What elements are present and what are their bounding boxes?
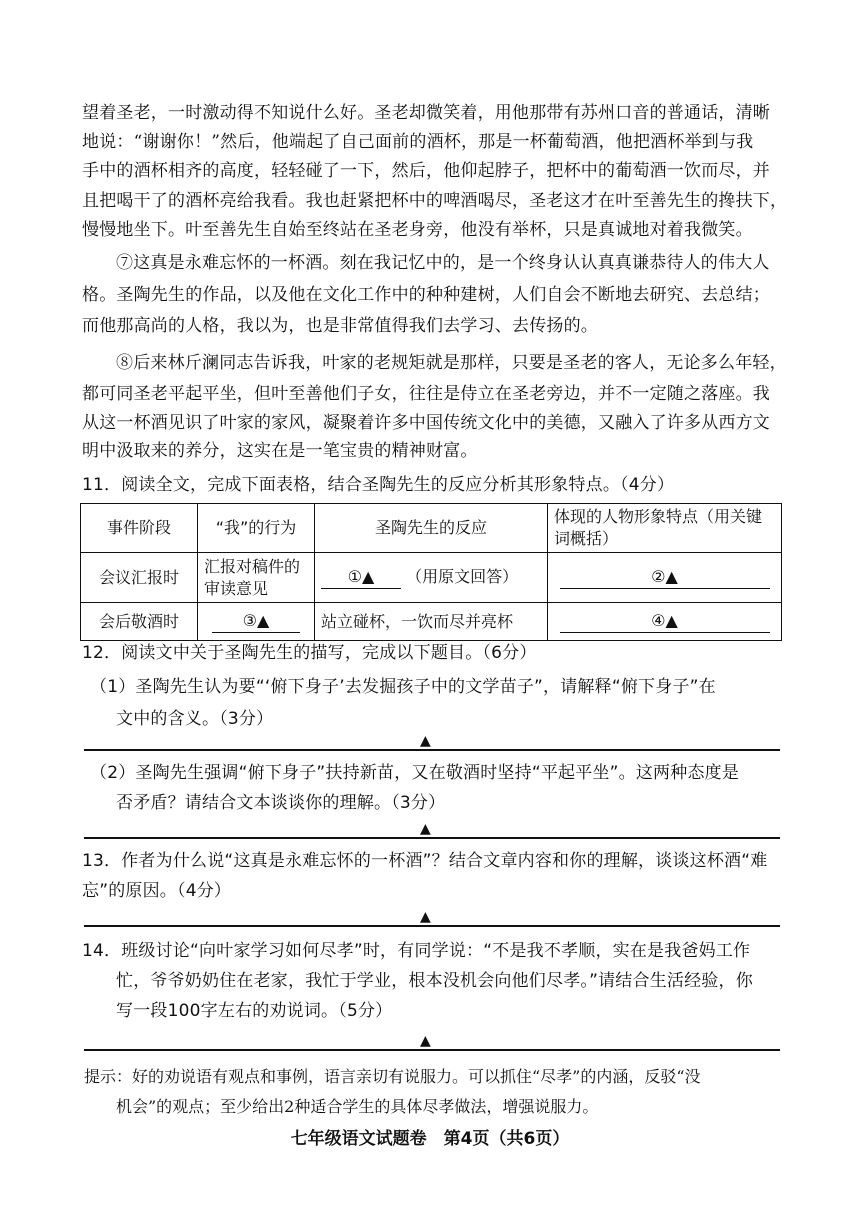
passage-line: 而他那高尚的人格，我以为，也是非常值得我们去学习、去传扬的。 <box>82 316 598 336</box>
answer-blank-1[interactable]: ①▲ <box>321 566 401 589</box>
table-header-row <box>81 504 782 553</box>
hint-text: 提示：好的劝说语有观点和事例，语言亲切有说服力。可以抓住“尽孝”的内涵，反驳“没 <box>84 1067 701 1086</box>
question-13: 13．作者为什么说“这真是永难忘怀的一杯酒”？结合文章内容和你的理解，谈谈这杯酒“难 <box>82 851 768 871</box>
table-header-cell: 体现的人物形象特点（用关键词概括） <box>548 504 782 553</box>
hint-text-cont: 机会”的观点；至少给出2种适合学生的具体尽孝做法，增强说服力。 <box>116 1097 599 1116</box>
passage-line: 望着圣老，一时激动得不知说什么好。圣老却微笑着，用他那带有苏州口音的普通话，清晰 <box>82 103 770 123</box>
question-11: 11．阅读全文，完成下面表格，结合圣陶先生的反应分析其形象特点。（4分） <box>82 475 675 495</box>
passage-line: 慢慢地坐下。叶至善先生自始至终站在圣老身旁，他没有举杯，只是真诚地对着我微笑。 <box>82 220 753 240</box>
answer-mark: ▲ <box>420 1033 431 1049</box>
passage-paragraph-7: ⑦这真是永难忘怀的一杯酒。刻在我记忆中的，是一个终身认认真真谦恭待人的伟大人 <box>116 253 770 273</box>
passage-paragraph-8: ⑧后来林斤澜同志告诉我，叶家的老规矩就是那样，只要是圣老的客人，无论多么年轻， <box>116 353 787 373</box>
answer-line-12-1[interactable] <box>84 749 780 751</box>
table-cell-trait <box>548 553 782 603</box>
passage-line: 明中汲取来的养分，这实在是一笔宝贵的精神财富。 <box>82 441 478 461</box>
answer-note: （用原文回答） <box>406 567 519 586</box>
table-cell-trait <box>548 603 782 641</box>
answer-mark: ▲ <box>420 733 431 749</box>
answer-blank-4[interactable]: ④▲ <box>560 610 770 633</box>
passage-line: 且把喝干了的酒杯亮给我看。我也赶紧把杯中的啤酒喝尽，圣老这才在叶至善先生的搀扶下， <box>82 191 788 211</box>
question-11-table <box>80 503 782 641</box>
question-12: 12．阅读文中关于圣陶先生的描写，完成以下题目。（6分） <box>82 643 537 663</box>
question-14-cont: 写一段100字左右的劝说词。（5分） <box>116 1001 393 1021</box>
table-cell-stage: 会议汇报时 <box>81 553 198 603</box>
answer-blank-3[interactable]: ③▲ <box>212 610 300 633</box>
answer-mark: ▲ <box>420 909 431 925</box>
answer-line-14[interactable] <box>84 1049 780 1051</box>
table-cell-behavior <box>198 603 315 641</box>
page-footer: 七年级语文试题卷 第4页（共6页） <box>290 1129 570 1149</box>
question-12-2-cont: 否矛盾？请结合文本谈谈你的理解。（3分） <box>116 793 446 813</box>
table-cell-behavior: 汇报对稿件的审读意见 <box>198 553 315 603</box>
question-12-1-cont: 文中的含义。（3分） <box>116 709 274 729</box>
question-13-cont: 忘”的原因。（4分） <box>82 881 232 901</box>
table-header-cell: 事件阶段 <box>81 504 198 553</box>
passage-line: 地说：“谢谢你！”然后，他端起了自己面前的酒杯，那是一杯葡萄酒，他把酒杯举到与我 <box>82 132 754 152</box>
answer-mark: ▲ <box>420 821 431 837</box>
table-header-cell: 圣陶先生的反应 <box>315 504 548 553</box>
passage-line: 格。圣陶先生的作品，以及他在文化工作中的种种建树，人们自会不断地去研究、去总结； <box>82 285 770 305</box>
question-12-2: （2）圣陶先生强调“俯下身子”扶持新苗，又在敬酒时坚持“平起平坐”。这两种态度是 <box>90 763 740 783</box>
question-14: 14．班级讨论“向叶家学习如何尽孝”时，有同学说：“不是我不孝顺，实在是我爸妈工作 <box>82 941 751 961</box>
answer-line-12-2[interactable] <box>84 837 780 839</box>
table-cell-reaction <box>315 553 548 603</box>
answer-line-13[interactable] <box>84 925 780 927</box>
answer-blank-2[interactable]: ②▲ <box>560 566 770 589</box>
passage-line: 手中的酒杯相齐的高度，轻轻碰了一下，然后，他仰起脖子，把杯中的葡萄酒一饮而尽，并 <box>82 161 770 181</box>
passage-line: 都可同圣老平起平坐，但叶至善他们子女，往往是侍立在圣老旁边，并不一定随之落座。我 <box>82 384 770 404</box>
table-header-cell: “我”的行为 <box>198 504 315 553</box>
table-row <box>81 603 782 641</box>
table-row <box>81 553 782 603</box>
passage-line: 从这一杯酒见识了叶家的家风，凝聚着许多中国传统文化中的美德，又融入了许多从西方文 <box>82 413 770 433</box>
question-14-cont: 忙，爷爷奶奶住在老家，我忙于学业，根本没机会向他们尽孝。”请结合生活经验，你 <box>116 971 753 991</box>
question-12-1: （1）圣陶先生认为要“‘俯下身子’去发掘孩子中的文学苗子”，请解释“俯下身子”在 <box>90 677 716 697</box>
table-cell-reaction: 站立碰杯，一饮而尽并亮杯 <box>315 603 548 641</box>
table-cell-stage: 会后敬酒时 <box>81 603 198 641</box>
